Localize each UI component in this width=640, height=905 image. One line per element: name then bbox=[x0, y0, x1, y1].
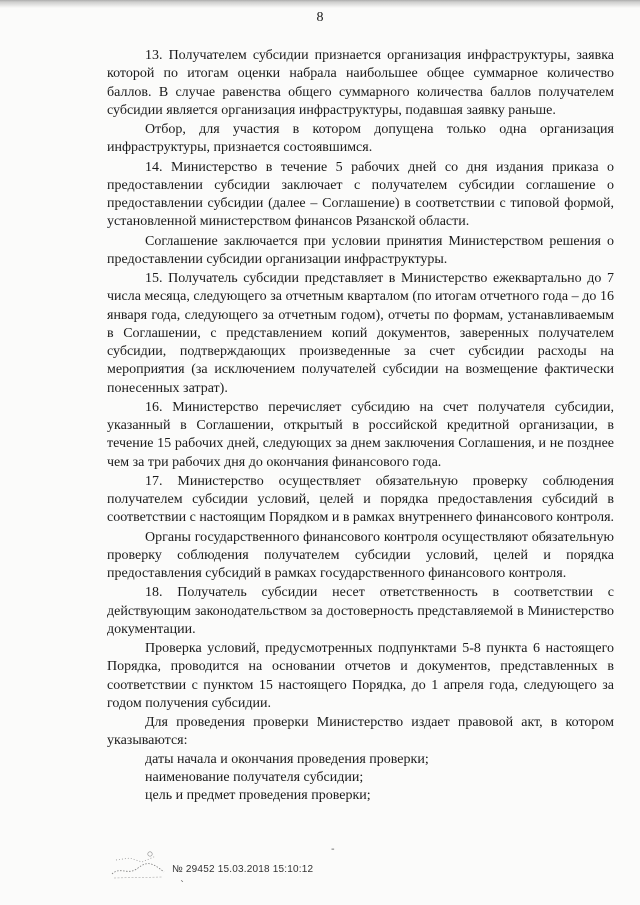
paragraph-17-control: Органы государственного финансового контроля осуществляют обязательную проверку соблюдения получателем субсидии условий, целей и порядка предоставления субсидий в рамках государственного финансового контроля. bbox=[107, 529, 614, 581]
paragraph-18: 18. Получатель субсидии несет ответственность в соответствии с действующим законодательством за достоверность представляемой в Министерство документации. bbox=[107, 585, 614, 637]
registry-stamp: № 29452 15.03.2018 15:10:12 bbox=[172, 864, 314, 875]
scan-speck: - bbox=[331, 844, 335, 855]
document-body bbox=[107, 47, 614, 805]
paragraph-16: 16. Министерство перечисляет субсидию на счет получателя субсидии, указанный в Соглашении, открытый в российской кредитной организации, в течение 15 рабочих дней, следующих за днем заключения Соглашения, и не позднее чем за три рабочих дня до окончания финансового года. bbox=[107, 399, 614, 470]
scan-edge-shadow bbox=[0, 0, 640, 8]
paragraph-17: 17. Министерство осуществляет обязательную проверку соблюдения получателем субсидии условий, целей и порядка предоставления субсидий в соответствии с настоящим Порядком и в рамках внутреннего финансового контроля. bbox=[107, 473, 615, 526]
scan-mark-graphic bbox=[108, 846, 168, 880]
list-item: цель и предмет проведения проверки; bbox=[145, 788, 371, 803]
paragraph-18-legal-act: Для проведения проверки Министерство издает правовой акт, в котором указываются: bbox=[107, 715, 614, 749]
paragraph-14: 14. Министерство в течение 5 рабочих дней со дня издания приказа о предоставлении субсидии заключает с получателем субсидии соглашение о предоставлении субсидии (далее – Соглашение) в соответствии с типовой формой, установленной министерством финансов Рязанской области. bbox=[107, 159, 614, 230]
paragraph-13: 13. Получателем субсидии признается организация инфраструктуры, заявка которой по итогам оценки набрала наибольшее общее суммарное количество баллов. В случае равенства общего суммарного количества баллов получателем субсидии является организация инфраструктуры, подавшая заявку раньше. bbox=[107, 48, 614, 118]
paragraph-15: 15. Получатель субсидии представляет в Министерство ежеквартально до 7 числа месяца, следующего за отчетным кварталом (по итогам отчетного года – до 16 января года, следующего за отчетным годом), отчеты по формам, устанавливаемым в Соглашении, с представлением копий документов, заверенных получателем субсидии, подтверждающих произведенные за счет субсидии расходы на мероприятия (за исключением получателей субсидии на возмещение фактически понесенных затрат). bbox=[107, 271, 614, 396]
list-item: даты начала и окончания проведения проверки; bbox=[145, 751, 429, 767]
paragraph-13-selection: Отбор, для участия в котором допущена только одна организация инфраструктуры, признается состоявшимся. bbox=[107, 122, 614, 156]
page-number: 8 bbox=[316, 10, 324, 25]
paragraph-14-agreement: Соглашение заключается при условии принятия Министерством решения о предоставлении субсидии организации инфраструктуры. bbox=[107, 233, 614, 267]
paragraph-18-verification: Проверка условий, предусмотренных подпунктами 5-8 пункта 6 настоящего Порядка, проводится на основании отчетов и документов, представленных в соответствии с пунктом 15 настоящего Порядка, до 1 апреля года, следующего за годом получения субсидии. bbox=[107, 641, 614, 711]
list-item: наименование получателя субсидии; bbox=[145, 769, 364, 785]
scan-speck: ` bbox=[180, 880, 185, 891]
